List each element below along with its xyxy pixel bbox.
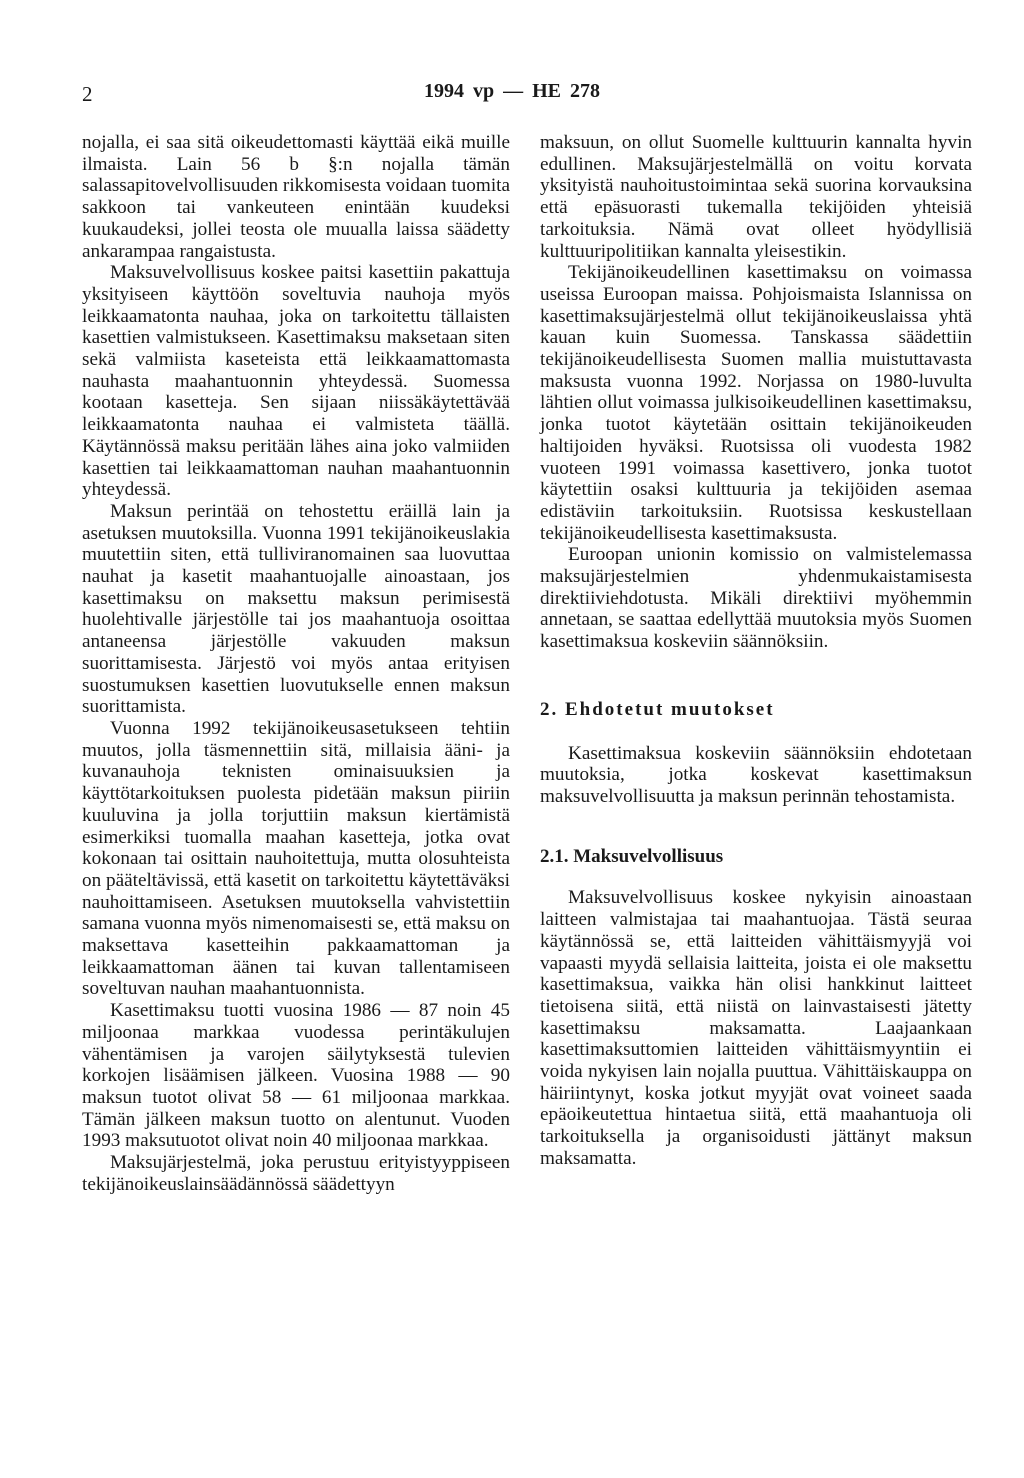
- paragraph: Maksuvelvollisuus koskee paitsi kasettiin pakattuja yksityiseen käyttöön soveltuvia nauhoja myös leikkaamatonta nauhaa, joka on tarkoitettu tällaisten kasettien valmistukseen. Kasettimaksu maksetaan siten sekä valmiista kaseteista että leikkaamattomasta nauhasta maahantuonnin yhteydessä. Suomessa kootaan kasetteja. Sen sijaan niissäkäytettävää leikkaamatonta nauhaa ei valmisteta täällä. Käytännössä maksu peritään lähes aina joko valmiiden kasettien tai leikkaamattoman nauhan maahantuonnin yhteydessä.: [82, 262, 510, 501]
- subsection-heading: 2.1. Maksuvelvollisuus: [540, 845, 724, 867]
- paragraph: Kasettimaksu tuotti vuosina 1986 — 87 noin 45 miljoonaa markkaa vuodessa perintäkulujen vähentämisen ja varojen säilytyksestä tulevien korkojen lisäämisen jälkeen. Vuosina 1988 — 90 maksun tuotot olivat 58 — 61 miljoonaa markkaa. Tämän jälkeen maksun tuotto on alentunut. Vuoden 1993 maksutuotot olivat noin 40 miljoonaa markkaa.: [82, 1000, 510, 1152]
- paragraph: Tekijänoikeudellinen kasettimaksu on voimassa useissa Euroopan maissa. Pohjoismaista Islannissa on kasettimaksujärjestelmä ollut tekijänoikeuslaissa yhtä kauan kuin Suomessa. Tanskassa säädettiin tekijänoikeudellisesta Suomen mallia muistuttavasta maksusta vuonna 1992. Norjassa on 1980-luvulta lähtien ollut voimassa julkisoikeudellinen kasettimaksu, jonka tuotot käytetään osittain tekijänoikeuden haltijoiden hyväksi. Ruotsissa oli vuodesta 1982 vuoteen 1991 voimassa kasettivero, jonka tuotot käytettiin osaksi kulttuuria ja tekijöiden asemaa edistäviin tarkoituksiin. Ruotsissa keskustellaan tekijänoikeudellisesta kasettimaksusta.: [540, 262, 972, 544]
- right-column: [540, 132, 972, 1170]
- paragraph: Euroopan unionin komissio on valmistelemassa maksujärjestelmien yhdenmukaistamisesta direktiiviehdotusta. Mikäli direktiivi myöhemmin annetaan, se saattaa edellyttää muutoksia myös Suomen kasettimaksua koskeviin säännöksiin.: [540, 544, 972, 653]
- paragraph: Maksun perintää on tehostettu eräillä lain ja asetuksen muutoksilla. Vuonna 1991 tekijänoikeuslakia muutettiin siten, että tulliviranomainen saa luovuttaa nauhat ja kasetit maahantuojalle ainoastaan, jos kasettimaksu on maksettu maksun perimisestä huolehtivalle järjestölle tai jos maahantuoja osoittaa antaneensa järjestölle vakuuden maksun suorittamisesta. Järjestö voi myös antaa erityisen suostumuksen kasettien luovutukselle ennen maksun suorittamista.: [82, 500, 510, 718]
- paragraph: Vuonna 1992 tekijänoikeusasetukseen tehtiin muutos, jolla täsmennettiin sitä, millaisia ääni- ja kuvanauhoja teknisten ominaisuuksien ja käyttötarkoituksen puolesta pidetään maksun piiriin kuuluvina ja jolla torjuttiin maksun kiertämistä esimerkiksi tuomalla maahan kasetteja, jotka ovat kokonaan tai osittain nauhoitettuja, mutta olosuhteista on pääteltävissä, että kasetit on tarkoitettu käytettäväksi nauhoittamiseen. Asetuksen muutoksella vahvistettiin samana vuonna myös nimenomaisesti se, että maksu on maksettava kasetteihin pakkaamattoman ja leikkaamattoman äänen tai kuvan tallentamiseen soveltuvan nauhan maahantuonnista.: [82, 717, 510, 1000]
- paragraph: nojalla, ei saa sitä oikeudettomasti käyttää eikä muille ilmaista. Lain 56 b §:n nojalla tämän salassapitovelvollisuuden rikkomisesta voidaan tuomita sakkoon tai vankeuteen enintään kuudeksi kuukaudeksi, jollei teosta ole muualla laissa säädetty ankarampaa rangaistusta.: [82, 132, 510, 262]
- page-number: 2: [82, 82, 93, 106]
- subsection-paragraph: Maksuvelvollisuus koskee nykyisin ainoastaan laitteen valmistajaa tai maahantuojaa. Tästä seuraa käytännössä se, että laitteiden vähittäismyyjä voi vapaasti myydä sellaisia laitteita, joista ei ole maksettu kasettimaksua, vaikka hän olisi hankkinut laitteet tietoisena siitä, että niistä on lainvastaisesti jätetty kasettimaksu maksamatta. Laajaankaan kasettimaksuttomien laitteiden vähittäismyyntiin ei voida nykyisen lain nojalla puuttua. Vähittäiskauppa on häiriintynyt, koska jotkut myyjät ovat voineet saada epäoikeutettua hintaetua siitä, että maahantuoja oli tarkoituksella ja organisoidusti jättänyt maksun maksamatta.: [540, 887, 972, 1169]
- paragraph-continuation: maksuun, on ollut Suomelle kulttuurin kannalta hyvin edullinen. Maksujärjestelmällä on voitu korvata yksityistä nauhoitustoimintaa sekä suorina korvauksina että epäsuorasti tukemalla tekijöiden yhteisiä tarkoituksia. Nämä ovat olleet hyödyllisiä kulttuuripolitiikan kannalta yleisestikin.: [540, 132, 972, 262]
- section-heading: 2. Ehdotetut muutokset: [540, 698, 775, 720]
- running-title: 1994 vp — HE 278: [423, 80, 601, 102]
- section-paragraph: Kasettimaksua koskeviin säännöksiin ehdotetaan muutoksia, jotka koskevat kasettimaksun maksuvelvollisuutta ja maksun perinnän tehostamista.: [540, 742, 972, 807]
- paragraph: Maksujärjestelmä, joka perustuu erityistyyppiseen tekijänoikeuslainsäädännössä säädettyyn: [82, 1152, 510, 1195]
- left-column: [82, 132, 510, 1195]
